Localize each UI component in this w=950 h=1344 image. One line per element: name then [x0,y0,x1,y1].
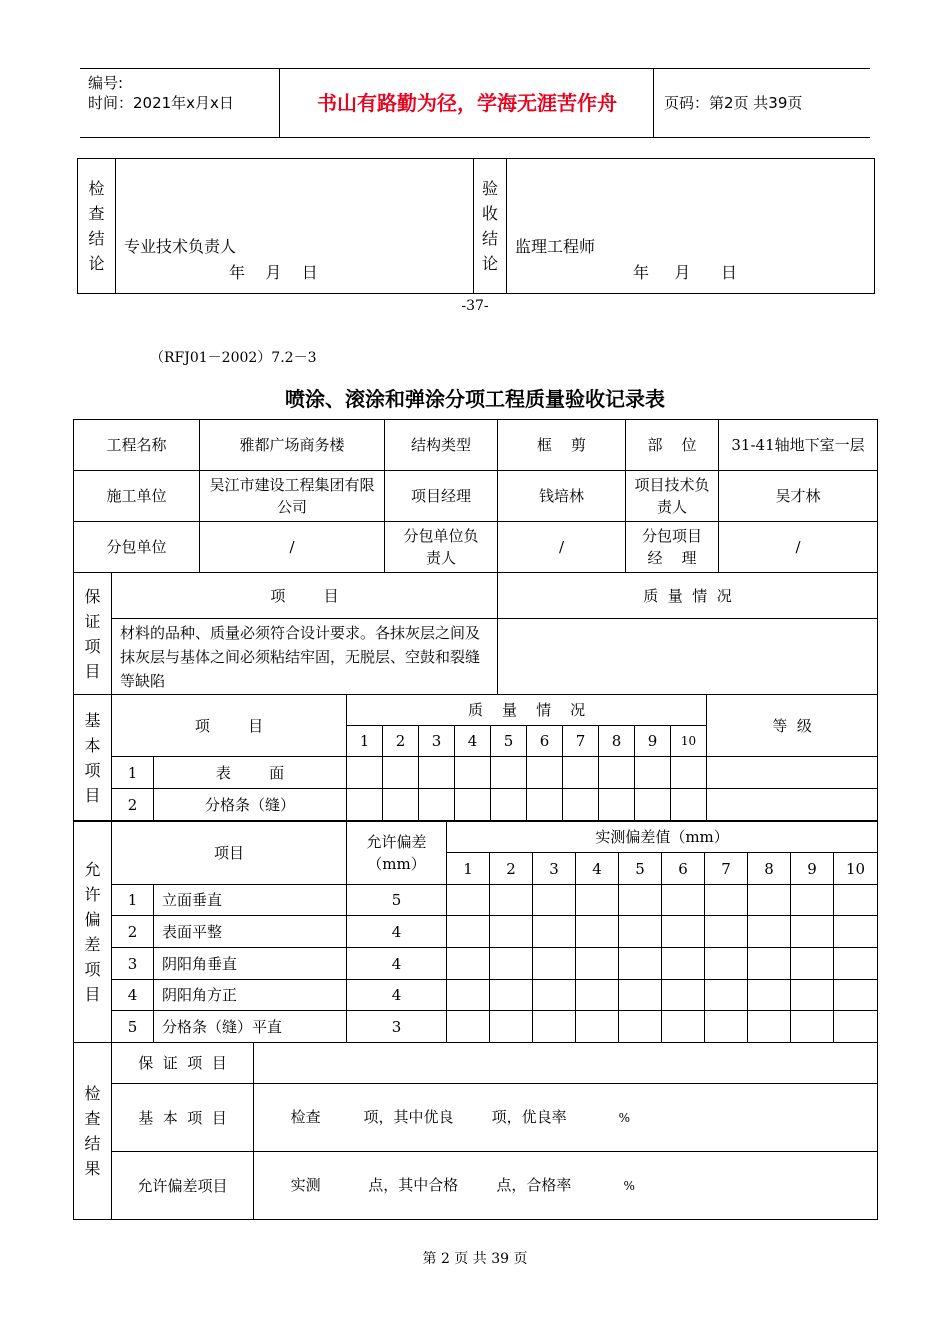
basic-table [73,694,878,821]
time-label: 时间：2021年x月x日 [88,94,234,112]
basic-col-8: 8 [599,726,635,757]
contractor-label: 施工单位 [74,471,200,522]
basic-quality-header: 质 量 情 况 [347,695,707,726]
page-header [80,68,870,138]
structure-label: 结构类型 [385,420,498,471]
basic-row-name: 表 面 [154,757,347,789]
tol-col-7: 7 [705,853,748,885]
tol-col-10: 10 [834,853,878,885]
basic-col-10: 10 [671,726,707,757]
tolerance-table [73,821,878,1043]
structure-value: 框 剪 [498,420,626,471]
result-table [73,1042,878,1220]
basic-row-no: 2 [112,789,154,821]
tol-row-no: 3 [112,948,154,980]
tech-lead-value: 吴才林 [719,471,878,522]
basic-item-header: 项 目 [112,695,347,757]
tech-lead-label: 项目技术负责人 [626,471,719,522]
table-row [74,885,878,916]
tol-col-1: 1 [447,853,490,885]
guarantee-item-header: 项 目 [112,573,498,619]
date-left: 年 月 日 [229,263,318,282]
basic-col-2: 2 [383,726,419,757]
result-guarantee-value [254,1043,878,1084]
tol-row-name: 表面平整 [154,916,347,948]
contractor-value: 吴江市建设工程集团有限公司 [200,471,385,522]
basic-col-7: 7 [563,726,599,757]
tol-row-no: 1 [112,885,154,916]
tol-row-allow: 5 [347,885,447,916]
tol-row-name: 立面垂直 [154,885,347,916]
date-right: 年 月 日 [633,263,737,282]
tol-row-no: 2 [112,916,154,948]
result-basic-text: 检查 项，其中优良 项，优良率 [290,1108,567,1126]
guarantee-quality-header: 质 量 情 况 [498,573,878,619]
basic-grade-header: 等 级 [707,695,878,757]
location-value: 31-41轴地下室一层 [719,420,878,471]
tol-row-no: 5 [112,1011,154,1043]
code-label: 编号: [88,74,124,92]
table-row [74,916,878,948]
tolerance-section-label: 允 许 偏 差 项 目 [74,822,112,1043]
basic-col-3: 3 [419,726,455,757]
tol-col-3: 3 [533,853,576,885]
tolerance-allow-header: 允许偏差（mm） [347,822,447,885]
accept-conclusion-label: 验 收 结 论 [474,159,507,294]
result-basic-percent: % [618,1111,631,1125]
info-table [73,419,878,573]
standard-ref: （RFJ01－2002）7.2－3 [150,350,317,366]
result-basic-text-cell [254,1084,878,1152]
tol-col-8: 8 [748,853,791,885]
sub-value: / [200,522,385,573]
tech-person-cell [116,159,474,294]
sub-lead-value: / [498,522,626,573]
basic-col-9: 9 [635,726,671,757]
tol-col-6: 6 [662,853,705,885]
supervisor-cell [507,159,875,294]
basic-col-4: 4 [455,726,491,757]
supervisor-label: 监理工程师 [515,237,596,256]
guarantee-quality-value [498,619,878,695]
sub-label: 分包单位 [74,522,200,573]
tol-col-4: 4 [576,853,619,885]
result-basic-label: 基 本 项 目 [112,1084,254,1152]
tol-col-2: 2 [490,853,533,885]
project-name-label: 工程名称 [74,420,200,471]
tolerance-measured-header: 实测偏差值（mm） [447,822,878,853]
table-row [74,948,878,980]
tech-person-label: 专业技术负责人 [124,237,237,256]
sub-pm-value: / [719,522,878,573]
tol-col-9: 9 [791,853,834,885]
pm-label: 项目经理 [385,471,498,522]
guarantee-item-text: 材料的品种、质量必须符合设计要求。各抹灰层之间及抹灰层与基体之间必须粘结牢固，无脱层、空鼓和裂缝等缺陷 [112,619,498,695]
check-conclusion-label: 检 查 结 论 [78,159,116,294]
location-label: 部 位 [626,420,719,471]
result-tolerance-text: 实测 点，其中合格 点，合格率 [290,1176,572,1194]
basic-col-6: 6 [527,726,563,757]
pm-value: 钱培林 [498,471,626,522]
tol-row-allow: 3 [347,1011,447,1043]
basic-col-1: 1 [347,726,383,757]
tol-row-allow: 4 [347,948,447,980]
tol-row-no: 4 [112,980,154,1011]
table-row [74,980,878,1011]
tol-row-name: 分格条（缝）平直 [154,1011,347,1043]
header-meta [80,69,280,137]
result-section-label: 检 查 结 果 [74,1043,112,1220]
basic-row-name: 分格条（缝） [154,789,347,821]
tol-row-name: 阴阳角垂直 [154,948,347,980]
basic-col-5: 5 [491,726,527,757]
form-title: 喷涂、滚涂和弹涂分项工程质量验收记录表 [285,387,665,411]
conclusion-table [77,158,875,294]
result-guarantee-label: 保 证 项 目 [112,1043,254,1084]
result-tolerance-text-cell [254,1152,878,1220]
result-tolerance-label: 允许偏差项目 [112,1152,254,1220]
table-row [74,789,878,821]
tol-col-5: 5 [619,853,662,885]
page-footer: 第 2 页 共 39 页 [422,1251,528,1267]
page-number-mid: -37- [461,298,489,314]
header-motto: 书山有路勤为径，学海无涯苦作舟 [281,69,654,137]
basic-row-no: 1 [112,757,154,789]
tol-row-allow: 4 [347,980,447,1011]
guarantee-table [73,572,878,695]
table-row [74,757,878,789]
basic-section-label: 基 本 项 目 [74,695,112,821]
tol-row-allow: 4 [347,916,447,948]
project-name: 雅都广场商务楼 [200,420,385,471]
table-row [74,1011,878,1043]
sub-lead-label: 分包单位负责人 [385,522,498,573]
sub-pm-label: 分包项目经 理 [626,522,719,573]
result-tolerance-percent: % [623,1179,635,1193]
guarantee-section-label: 保 证 项 目 [74,573,112,695]
tol-row-name: 阴阳角方正 [154,980,347,1011]
header-page-info: 页码：第2页 共39页 [664,94,803,112]
tolerance-item-header: 项目 [112,822,347,885]
